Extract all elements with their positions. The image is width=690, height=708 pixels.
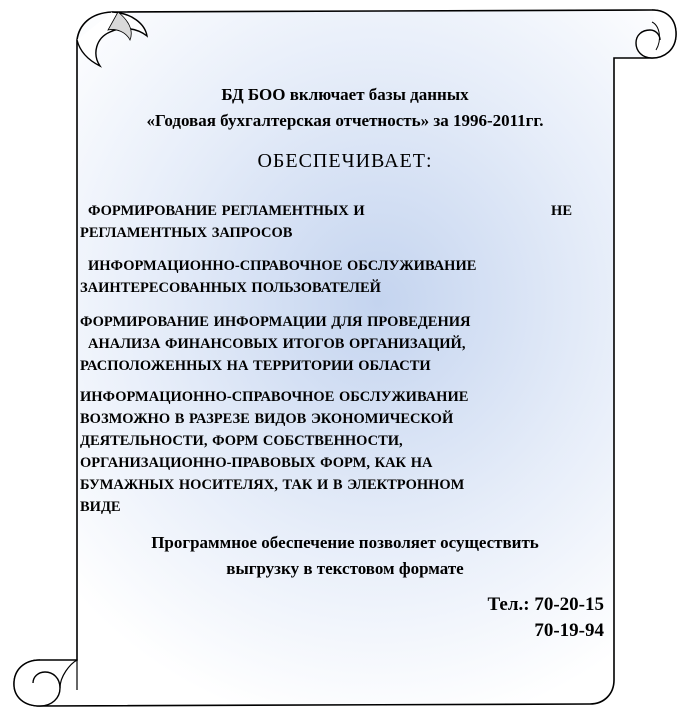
- item-regulated-queries: [80, 200, 610, 244]
- phone-label: Тел.:: [487, 594, 530, 615]
- phone-number-2: 70-19-94: [534, 620, 604, 641]
- item-4-line-1: ИНФОРМАЦИОННО-СПРАВОЧНОЕ ОБСЛУЖИВАНИЕ: [80, 389, 469, 405]
- item-2-line-1: ИНФОРМАЦИОННО-СПРАВОЧНОЕ ОБСЛУЖИВАНИЕ: [88, 258, 477, 274]
- provides-heading: ОБЕСПЕЧИВАЕТ:: [257, 150, 433, 172]
- item-4-line-2: ВОЗМОЖНО В РАЗРЕЗЕ ВИДОВ ЭКОНОМИЧЕСКОЙ: [80, 411, 454, 427]
- item-2-line-2: ЗАИНТЕРЕСОВАННЫХ ПОЛЬЗОВАТЕЛЕЙ: [80, 280, 381, 296]
- item-4-line-4: ОРГАНИЗАЦИОННО-ПРАВОВЫХ ФОРМ, КАК НА: [80, 455, 433, 471]
- item-1-line-1-left: ФОРМИРОВАНИЕ РЕГЛАМЕНТНЫХ И: [88, 203, 365, 219]
- software-note-line-2: выгрузку в текстовом формате: [226, 559, 464, 578]
- item-1-line-1-right: НЕ: [551, 203, 572, 219]
- item-4-line-5: БУМАЖНЫХ НОСИТЕЛЯХ, ТАК И В ЭЛЕКТРОННОМ: [80, 477, 465, 493]
- item-3-line-1: ФОРМИРОВАНИЕ ИНФОРМАЦИИ ДЛЯ ПРОВЕДЕНИЯ: [80, 314, 471, 330]
- item-breakdown-service: [80, 386, 610, 518]
- software-note: [80, 530, 610, 582]
- phone-number-1: 70-20-15: [534, 594, 604, 615]
- item-4-line-3: ДЕЯТЕЛЬНОСТИ, ФОРМ СОБСТВЕННОСТИ,: [80, 433, 403, 449]
- software-note-line-1: Программное обеспечение позволяет осуществить: [151, 533, 539, 552]
- header-block: [80, 82, 610, 134]
- item-4-line-6: ВИДЕ: [80, 499, 121, 515]
- header-line-1: БД БОО включает базы данных: [221, 85, 469, 104]
- item-3-line-2: АНАЛИЗА ФИНАНСОВЫХ ИТОГОВ ОРГАНИЗАЦИЙ,: [88, 336, 466, 352]
- item-financial-analysis: [80, 311, 610, 377]
- item-3-line-3: РАСПОЛОЖЕННЫХ НА ТЕРРИТОРИИ ОБЛАСТИ: [80, 358, 431, 374]
- header-line-2: «Годовая бухгалтерская отчетность» за 1996-2011гг.: [146, 111, 544, 130]
- item-1-line-2: РЕГЛАМЕНТНЫХ ЗАПРОСОВ: [80, 225, 293, 241]
- item-information-service: [80, 255, 610, 299]
- contact-phones: [487, 592, 604, 644]
